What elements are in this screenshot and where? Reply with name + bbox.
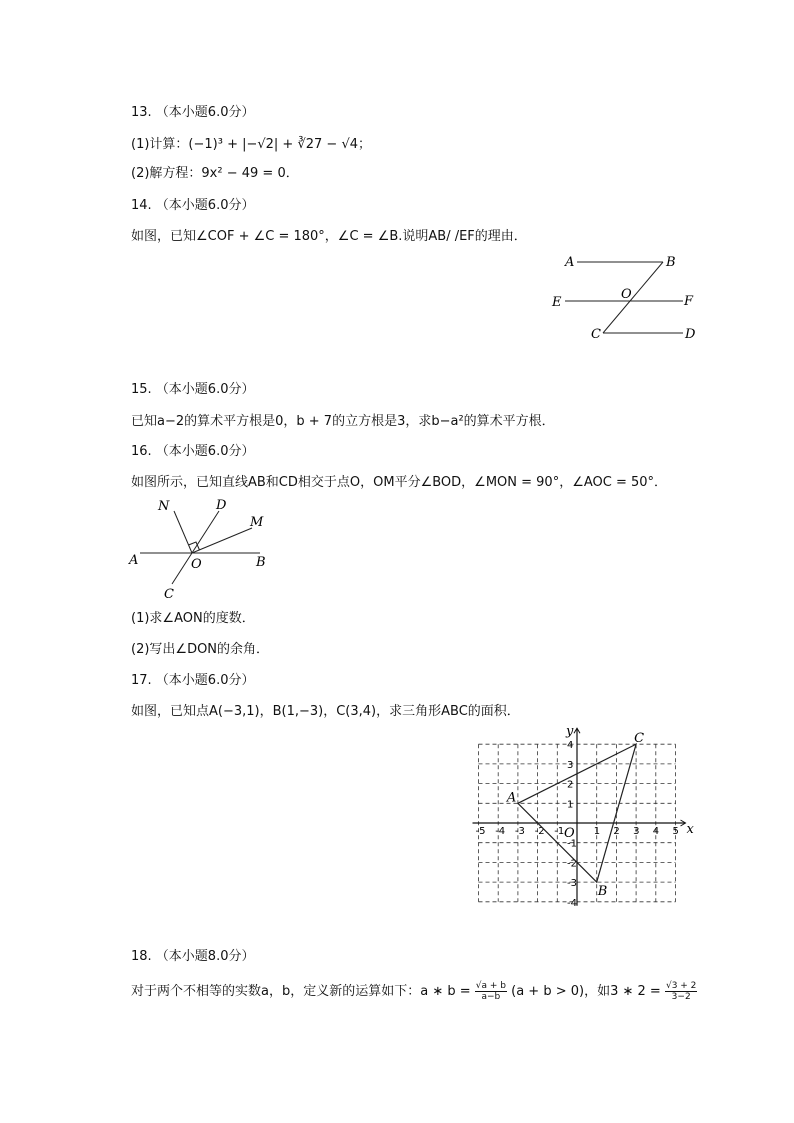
x-axis-label: x: [686, 822, 694, 837]
y-tick-label: 4: [567, 740, 574, 752]
axes: [473, 728, 686, 906]
x-tick-label: 4: [652, 826, 660, 837]
y-tick-label: -1: [567, 838, 577, 850]
x-tick-label: -1: [554, 826, 565, 837]
q17-text: 如图，已知点A(−3,1)，B(1,−3)，C(3,4)，求三角形ABC的面积．: [131, 704, 520, 719]
q18-text-mid: (a + b > 0)，如3 ∗ 2 =: [511, 984, 661, 999]
point-a-label: A: [506, 790, 517, 806]
q14-header: 14. （本小题6.0分）: [131, 198, 255, 213]
q13-part1: (1)计算：(−1)³ + |−√2| + ∛27 − √4；: [131, 137, 371, 152]
q14-figure: [545, 250, 705, 345]
q15-text: 已知a−2的算术平方根是0，b + 7的立方根是3，求b−a²的算术平方根．: [131, 414, 555, 429]
x-tick-label: -4: [495, 826, 506, 837]
q14-label-e: E: [552, 295, 562, 310]
q18-frac2-denominator: 3−2: [671, 992, 691, 1002]
q14-label-f: F: [684, 294, 694, 309]
q16-header: 16. （本小题6.0分）: [131, 444, 255, 459]
point-b-label: B: [597, 884, 608, 900]
q16-part2: (2)写出∠DON的余角．: [131, 642, 270, 657]
x-tick-label: 1: [593, 826, 601, 837]
q18-frac1-denominator: a−b: [481, 992, 501, 1002]
y-tick-label: 3: [567, 759, 574, 771]
q14-label-d: D: [685, 327, 696, 342]
q17-coordinate-figure: [470, 725, 700, 910]
q13-header: 13. （本小题6.0分）: [131, 105, 255, 120]
q14-text: 如图，已知∠COF + ∠C = 180°，∠C = ∠B.说明AB/ /EF的理由．: [131, 229, 527, 244]
x-tick-label: 3: [633, 826, 640, 837]
q16-label-b: B: [256, 555, 266, 570]
q18-frac1-numerator: √a + b: [475, 981, 506, 991]
q16-label-n: N: [158, 499, 170, 514]
q16-label-a: A: [129, 553, 139, 568]
y-tick-label: -3: [567, 878, 577, 890]
q14-label-o: O: [621, 287, 632, 302]
q17-header: 17. （本小题6.0分）: [131, 673, 255, 688]
q16-label-d: D: [216, 498, 227, 513]
x-tick-label: -3: [514, 826, 525, 837]
q16-label-o: O: [191, 557, 202, 572]
y-tick-label: -4: [567, 897, 577, 909]
x-tick-label: 2: [613, 826, 620, 837]
y-tick-label: 2: [567, 779, 574, 791]
y-tick-label: -2: [567, 858, 577, 870]
q18-header: 18. （本小题8.0分）: [131, 949, 255, 964]
q16-text: 如图所示，已知直线AB和CD相交于点O，OM平分∠BOD，∠MON = 90°，∠AOC = 50°．: [131, 475, 668, 490]
q14-label-a: A: [565, 255, 575, 270]
x-tick-label: -5: [475, 826, 486, 837]
x-tick-label: -2: [534, 826, 545, 837]
q18-text: [131, 980, 697, 1004]
y-tick-label: 1: [567, 799, 574, 811]
q16-figure: [126, 496, 276, 606]
point-c-label: C: [634, 731, 645, 747]
q14-label-b: B: [666, 255, 676, 270]
x-tick-label: 5: [672, 826, 679, 837]
q18-fraction-definition: [475, 981, 507, 1002]
q18-text-start: 对于两个不相等的实数a，b，定义新的运算如下：a ∗ b =: [131, 984, 471, 999]
y-axis-label: y: [566, 724, 574, 740]
q18-frac2-numerator: √3 + 2: [665, 981, 697, 991]
q16-part1: (1)求∠AON的度数．: [131, 611, 255, 626]
q15-header: 15. （本小题6.0分）: [131, 382, 255, 397]
q18-fraction-example: [665, 981, 697, 1002]
origin-label: O: [564, 826, 575, 841]
q16-label-m: M: [250, 515, 264, 530]
q16-label-c: C: [164, 587, 174, 602]
q13-part2: (2)解方程：9x² − 49 = 0．: [131, 166, 299, 181]
q14-label-c: C: [591, 327, 601, 342]
